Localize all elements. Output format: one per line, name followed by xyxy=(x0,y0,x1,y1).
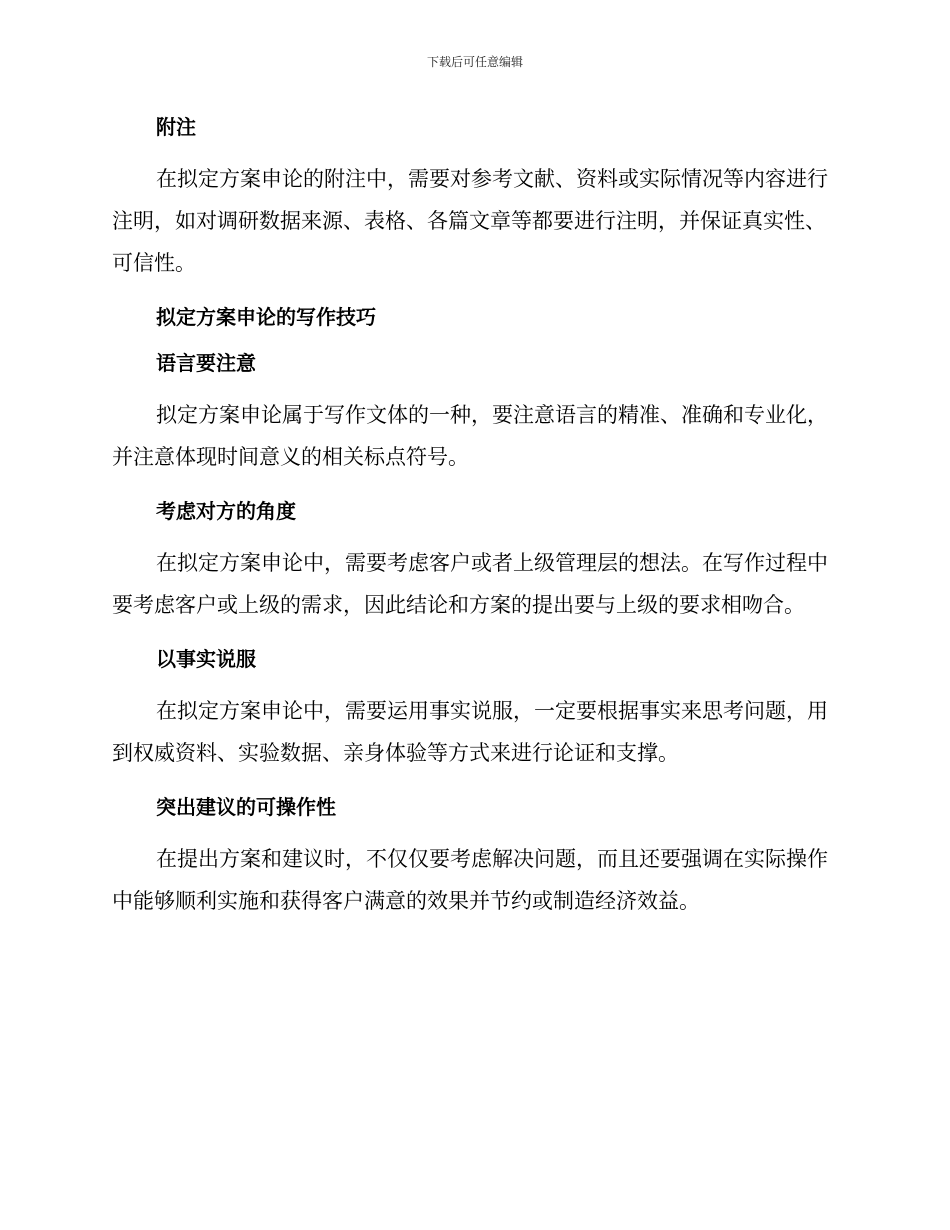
section-heading-language: 语言要注意 xyxy=(156,351,256,375)
section-paragraph-perspective: 在拟定方案申论中，需要考虑客户或者上级管理层的想法。在写作过程中要考虑客户或上级的需求，因此结论和方案的提出要与上级的要求相吻合。 xyxy=(112,551,828,617)
section-heading-perspective: 考虑对方的角度 xyxy=(156,499,296,523)
section-paragraph-operability: 在提出方案和建议时，不仅仅要考虑解决问题，而且还要强调在实际操作中能够顺利实施和获得客户满意的效果并节约或制造经济效益。 xyxy=(112,847,828,913)
section-heading-notes: 附注 xyxy=(156,115,196,139)
section-heading-facts: 以事实说服 xyxy=(156,647,256,671)
document-body xyxy=(112,112,832,940)
section-paragraph-language: 拟定方案申论属于写作文体的一种，要注意语言的精准、准确和专业化，并注意体现时间意义的相关标点符号。 xyxy=(112,403,828,469)
section-paragraph-facts: 在拟定方案申论中，需要运用事实说服，一定要根据事实来思考问题，用到权威资料、实验数据、亲身体验等方式来进行论证和支撑。 xyxy=(112,699,828,765)
page-header-note: 下载后可任意编辑 xyxy=(426,55,523,69)
section-paragraph-notes: 在拟定方案申论的附注中，需要对参考文献、资料或实际情况等内容进行注明，如对调研数据来源、表格、各篇文章等都要进行注明，并保证真实性、可信性。 xyxy=(112,167,828,275)
section-heading-operability: 突出建议的可操作性 xyxy=(156,795,336,819)
section-heading-writing-tips: 拟定方案申论的写作技巧 xyxy=(156,305,376,329)
